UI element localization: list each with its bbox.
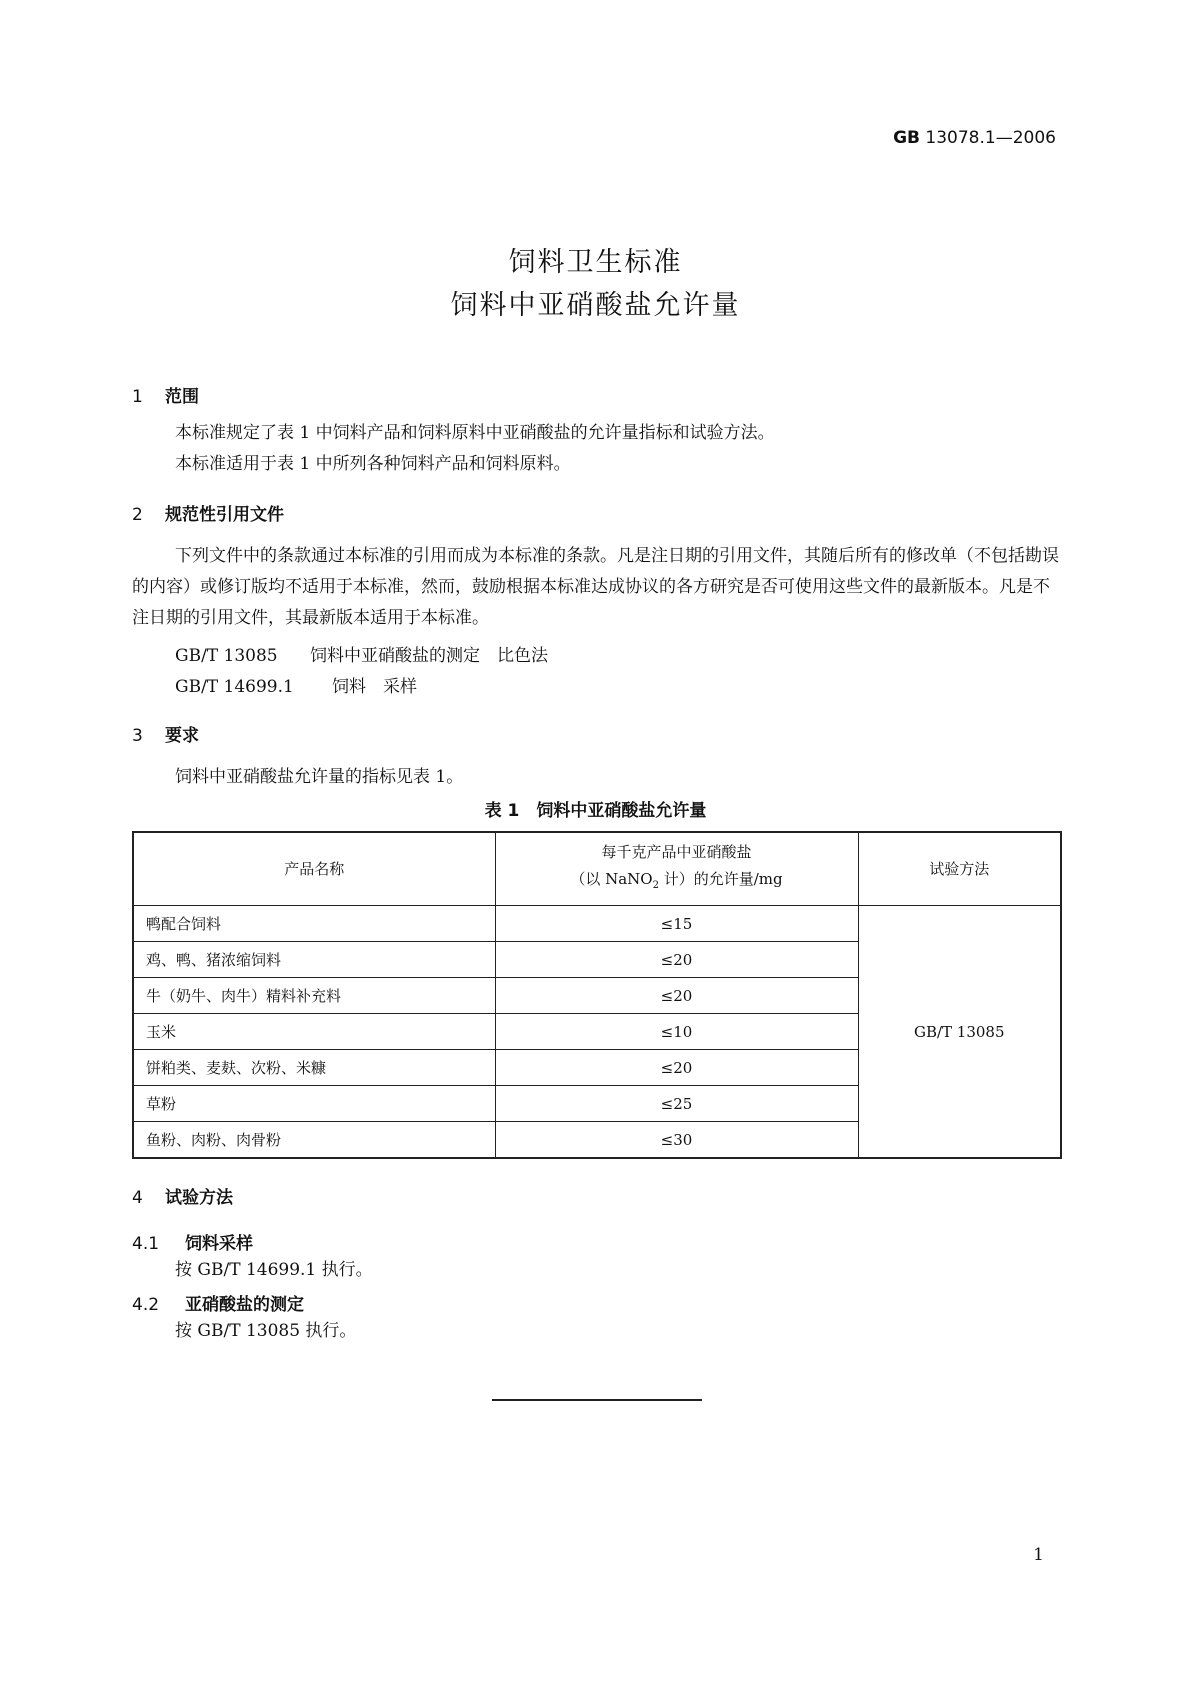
row-product: 玉米 bbox=[133, 1014, 495, 1050]
row-limit: ≤30 bbox=[495, 1122, 858, 1159]
col-header-product: 产品名称 bbox=[133, 832, 495, 906]
standard-code bbox=[893, 128, 1056, 148]
reference-2-title: 饲料 采样 bbox=[332, 677, 417, 697]
reference-1 bbox=[175, 641, 548, 666]
row-limit: ≤20 bbox=[495, 942, 858, 978]
section-4-1-heading: 4.1 饲料采样 bbox=[132, 1234, 253, 1254]
section-2-heading: 2 规范性引用文件 bbox=[132, 505, 284, 525]
table-row bbox=[133, 906, 1061, 942]
reference-1-code: GB/T 13085 bbox=[175, 646, 278, 666]
row-product: 鸡、鸭、猪浓缩饲料 bbox=[133, 942, 495, 978]
row-product: 牛（奶牛、肉牛）精料补充料 bbox=[133, 978, 495, 1014]
document-title-line2: 饲料中亚硝酸盐允许量 bbox=[450, 290, 741, 321]
reference-1-title: 饲料中亚硝酸盐的测定 比色法 bbox=[310, 646, 548, 666]
section-4-2-heading: 4.2 亚硝酸盐的测定 bbox=[132, 1295, 304, 1315]
row-limit: ≤15 bbox=[495, 906, 858, 942]
section-3-para: 饲料中亚硝酸盐允许量的指标见表 1。 bbox=[175, 767, 464, 787]
section-4-heading: 4 试验方法 bbox=[132, 1188, 233, 1208]
section-1-para-2: 本标准适用于表 1 中所列各种饲料产品和饲料原料。 bbox=[175, 454, 571, 474]
standard-prefix: GB bbox=[893, 128, 921, 148]
nitrite-limit-table bbox=[132, 831, 1062, 1159]
reference-2-code: GB/T 14699.1 bbox=[175, 677, 294, 697]
row-product: 鱼粉、肉粉、肉骨粉 bbox=[133, 1122, 495, 1159]
section-1-para-1: 本标准规定了表 1 中饲料产品和饲料原料中亚硝酸盐的允许量指标和试验方法。 bbox=[175, 423, 775, 443]
col-header-limit: 每千克产品中亚硝酸盐 （以 NaNO$_2$ 计）的允许量/mg bbox=[495, 832, 858, 906]
section-3-heading: 3 要求 bbox=[132, 726, 199, 746]
row-limit: ≤20 bbox=[495, 1050, 858, 1086]
section-2-para: 下列文件中的条款通过本标准的引用而成为本标准的条款。凡是注日期的引用文件，其随后所有的修改单（不包括勘误的内容）或修订版均不适用于本标准，然而，鼓励根据本标准达成协议的各方研究是否可使用这些文件的最新版本。凡是不注日期的引用文件，其最新版本适用于本标准。 bbox=[132, 546, 1059, 628]
table-caption: 表 1 饲料中亚硝酸盐允许量 bbox=[484, 801, 707, 821]
test-method-cell: GB/T 13085 bbox=[858, 906, 1061, 1159]
col-header-method: 试验方法 bbox=[858, 832, 1061, 906]
row-product: 鸭配合饲料 bbox=[133, 906, 495, 942]
reference-2 bbox=[175, 672, 417, 697]
row-limit: ≤10 bbox=[495, 1014, 858, 1050]
section-4-1-text: 按 GB/T 14699.1 执行。 bbox=[175, 1260, 373, 1280]
row-product: 草粉 bbox=[133, 1086, 495, 1122]
document-title-line1: 饲料卫生标准 bbox=[508, 247, 683, 278]
section-1-heading: 1 范围 bbox=[132, 387, 199, 407]
row-product: 饼粕类、麦麸、次粉、米糠 bbox=[133, 1050, 495, 1086]
row-limit: ≤25 bbox=[495, 1086, 858, 1122]
page-number: 1 bbox=[1033, 1545, 1044, 1565]
section-4-2-text: 按 GB/T 13085 执行。 bbox=[175, 1321, 357, 1341]
end-rule bbox=[492, 1399, 702, 1401]
standard-number: 13078.1—2006 bbox=[925, 128, 1056, 148]
row-limit: ≤20 bbox=[495, 978, 858, 1014]
